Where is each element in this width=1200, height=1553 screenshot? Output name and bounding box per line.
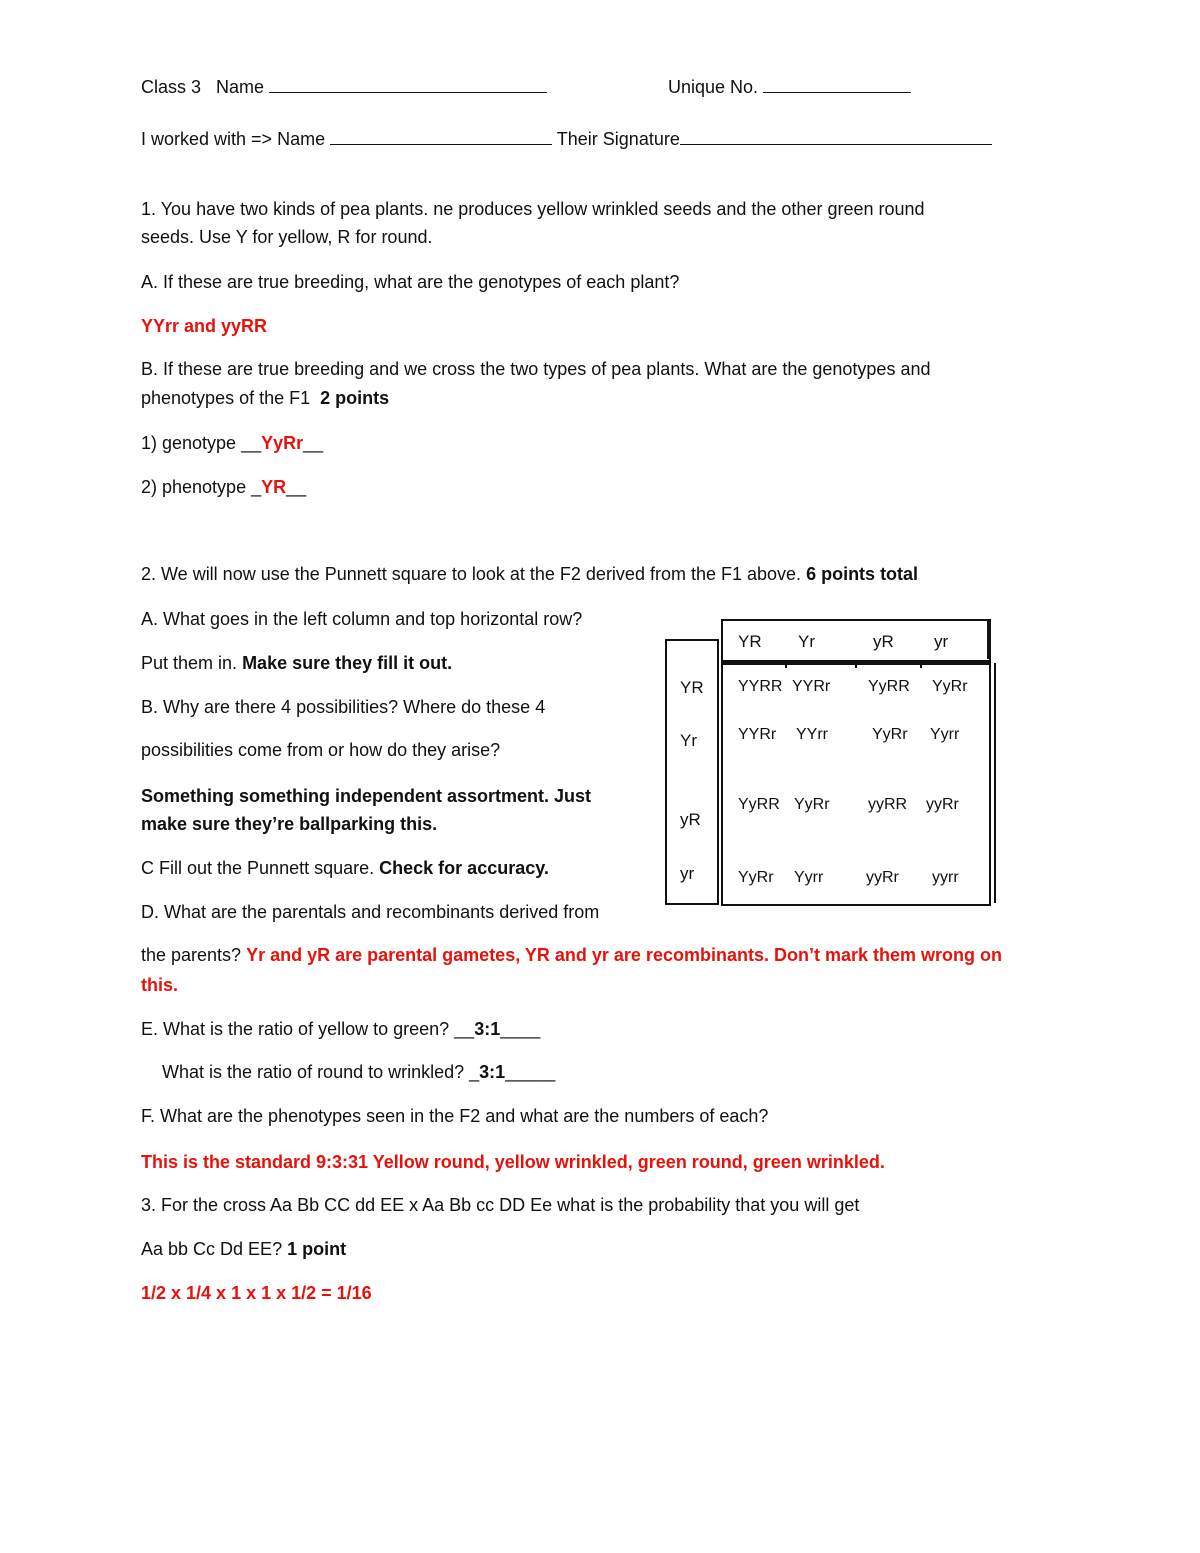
q1-genotype xyxy=(141,431,323,455)
q1-b-question-text: phenotypes of the F1 xyxy=(141,388,311,408)
q2-b-answer-2: make sure they’re ballparking this. xyxy=(141,814,438,834)
unique-blank[interactable] xyxy=(763,74,911,93)
q2-d-answer-1: Yr and yR are parental gametes, YR and yr are recombinants. Don’t mark them wrong on xyxy=(246,945,1002,965)
q2-e-text: E. What is the ratio of yellow to green? __ xyxy=(141,1019,475,1039)
name-label: Name xyxy=(216,77,265,97)
punnett-cell-0-2: YyRR xyxy=(868,678,910,695)
punnett-top-1: Yr xyxy=(798,632,815,651)
worked-with-label: I worked with => Name xyxy=(141,129,326,149)
punnett-top-3: yr xyxy=(934,632,949,651)
q2-d-text: the parents? xyxy=(141,945,242,965)
q1-prompt-1: 1. You have two kinds of pea plants. ne produces yellow wrinkled seeds and the other green round xyxy=(141,199,925,219)
punnett-cell-0-0: YYRR xyxy=(738,678,783,695)
q2-put-them xyxy=(141,651,452,675)
phenotype-answer: YR xyxy=(261,477,287,497)
q1-a-question: A. If these are true breeding, what are the genotypes of each plant? xyxy=(141,272,680,292)
unique-line xyxy=(668,74,911,99)
q2-b-line-2: possibilities come from or how do they arise? xyxy=(141,740,501,760)
q3-points: 1 point xyxy=(287,1239,347,1259)
punnett-cell-2-2: yyRR xyxy=(868,796,908,813)
q2-d-line-2 xyxy=(141,943,1002,967)
q2-c-text: C Fill out the Punnett square. xyxy=(141,858,375,878)
punnett-top-2: yR xyxy=(873,632,894,651)
q2-f-question: F. What are the phenotypes seen in the F2 and what are the numbers of each? xyxy=(141,1106,769,1126)
q2-c-question xyxy=(141,856,549,880)
header-line-2 xyxy=(141,126,992,151)
punnett-cell-3-2: yyRr xyxy=(866,869,899,886)
q2-e2-question xyxy=(162,1060,555,1084)
q2-prompt-text: 2. We will now use the Punnett square to look at the F2 derived from the F1 above. xyxy=(141,564,802,584)
header-line-1 xyxy=(141,74,547,99)
unique-label: Unique No. xyxy=(668,77,759,97)
punnett-cell-1-0: YYRr xyxy=(738,726,777,743)
partner-name-blank[interactable] xyxy=(330,126,552,145)
q1-a-answer: YYrr and yyRR xyxy=(141,316,268,336)
q2-e2-text: What is the ratio of round to wrinkled? _ xyxy=(162,1062,480,1082)
genotype-answer: YyRr xyxy=(261,433,304,453)
q1-b-points: 2 points xyxy=(320,388,390,408)
q3-prompt-text: Aa bb Cc Dd EE? xyxy=(141,1239,283,1259)
punnett-cell-1-1: YYrr xyxy=(796,726,828,743)
phenotype-label: 2) phenotype _ xyxy=(141,477,262,497)
punnett-cell-2-1: YyRr xyxy=(794,796,830,813)
q1-phenotype xyxy=(141,475,306,499)
signature-label: Their Signature xyxy=(556,129,680,149)
q2-e-tail: ____ xyxy=(500,1019,541,1039)
punnett-cell-2-0: YyRR xyxy=(738,796,780,813)
q2-put-them-text: Put them in. xyxy=(141,653,238,673)
punnett-left-2: yR xyxy=(680,810,701,829)
q2-fill-out: Make sure they fill it out. xyxy=(242,653,453,673)
q3-prompt-2 xyxy=(141,1237,346,1261)
q3-answer: 1/2 x 1/4 x 1 x 1 x 1/2 = 1/16 xyxy=(141,1283,372,1303)
punnett-cell-3-1: Yyrr xyxy=(794,869,824,886)
punnett-cell-3-0: YyRr xyxy=(738,869,774,886)
q1-prompt-2: seeds. Use Y for yellow, R for round. xyxy=(141,227,433,247)
q1-b-question-2 xyxy=(141,386,389,410)
phenotype-tail: __ xyxy=(286,477,307,497)
punnett-left-3: yr xyxy=(680,864,695,883)
q2-d-line-1: D. What are the parentals and recombinants derived from xyxy=(141,902,600,922)
q2-f-answer: This is the standard 9:3:31 Yellow round, yellow wrinkled, green round, green wrinkled. xyxy=(141,1152,885,1172)
q2-e-answer: 3:1 xyxy=(474,1019,501,1039)
q2-e2-answer: 3:1 xyxy=(479,1062,506,1082)
q2-b-line-1: B. Why are there 4 possibilities? Where do these 4 xyxy=(141,697,546,717)
q2-d-answer-2: this. xyxy=(141,975,179,995)
q2-points: 6 points total xyxy=(806,564,919,584)
punnett-cell-1-2: YyRr xyxy=(872,726,908,743)
class-label: Class 3 xyxy=(141,77,202,97)
genotype-tail: __ xyxy=(303,433,324,453)
q2-c-check: Check for accuracy. xyxy=(379,858,549,878)
q3-prompt-1: 3. For the cross Aa Bb CC dd EE x Aa Bb cc DD Ee what is the probability that you will get xyxy=(141,1195,860,1215)
punnett-left-1: Yr xyxy=(680,731,697,750)
q2-e-question xyxy=(141,1017,540,1041)
signature-blank[interactable] xyxy=(680,126,992,145)
punnett-cell-0-3: YyRr xyxy=(932,678,968,695)
punnett-cell-3-3: yyrr xyxy=(932,869,959,886)
punnett-cell-0-1: YYRr xyxy=(792,678,831,695)
punnett-left-0: YR xyxy=(680,678,704,697)
punnett-cell-2-3: yyRr xyxy=(926,796,959,813)
name-blank[interactable] xyxy=(269,74,547,93)
q1-b-question-1: B. If these are true breeding and we cross the two types of pea plants. What are the genotypes and xyxy=(141,359,931,379)
q2-b-answer-1: Something something independent assortment. Just xyxy=(141,786,592,806)
genotype-label: 1) genotype __ xyxy=(141,433,262,453)
punnett-cell-1-3: Yyrr xyxy=(930,726,960,743)
q2-prompt xyxy=(141,562,918,586)
punnett-top-0: YR xyxy=(738,632,762,651)
q2-e2-tail: _____ xyxy=(505,1062,556,1082)
q2-a-question: A. What goes in the left column and top horizontal row? xyxy=(141,609,583,629)
